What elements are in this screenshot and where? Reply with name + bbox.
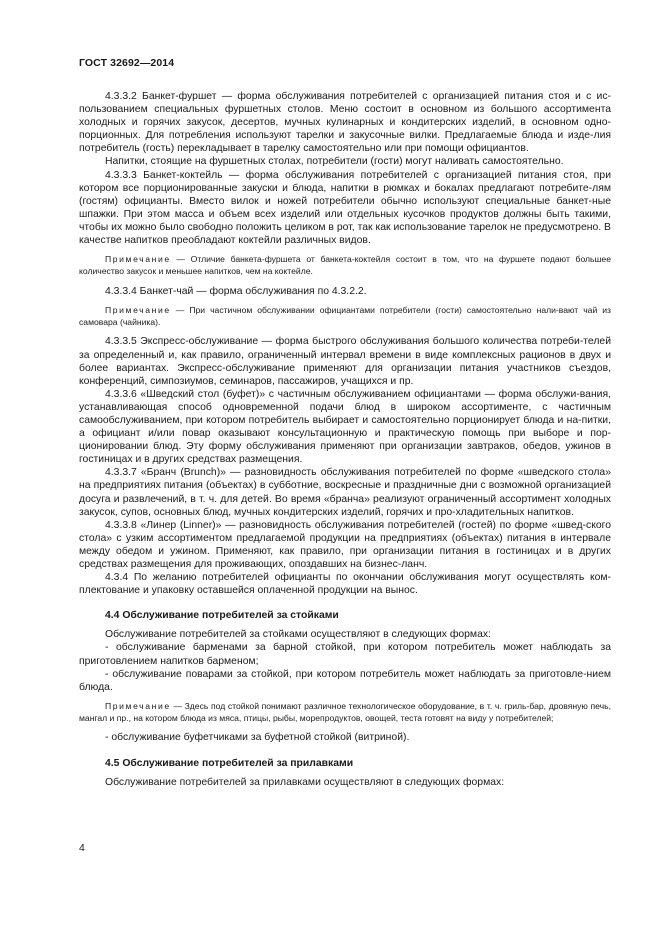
paragraph-4-3-3-5: 4.3.3.5 Экспресс-обслуживание — форма быстрого обслуживания большого количества потреби-телей за определенный и, как правило, ограниченный интервал времени в виде комплексных рационов в двух и более вариантах. Экспресс-обслуживание применяют для организации питания участников съездов, конференций, симпозиумов, семинаров, пассажиров, учащихся и пр. — [79, 336, 611, 387]
note-text: — Здесь под стойкой понимают различное технологическое оборудование, в т. ч. гриль-бар, дровяную печь, мангал и пр., на котором блюда из мяса, птицы, рыбы, морепродуктов, овощей, теста готовят на виду у потребителей; — [79, 700, 611, 723]
section-heading-4-4: 4.4 Обслуживание потребителей за стойками — [105, 610, 339, 622]
note-label: Примечание — [105, 304, 171, 315]
paragraph-4-3-3-6: 4.3.3.6 «Шведский стол (буфет)» с частичным обслуживанием официантами — форма обслужи-вания, устанавливающая способ одновременной подачи блюд в широком ассортименте, с частичным самообслуживанием, при котором потребитель выбирает и самостоятельно порционирует блюда и на-питки, а официант и/или повар оказывают консультационную и практическую помощь при выборе и пор-ционировании блюд. Эту форму обслуживания применяют при организации завтраков, обедов, ужинов в гостиницах и в других средствах размещения. — [79, 388, 611, 466]
paragraph-4-3-3-3: 4.3.3.3 Банкет-коктейль — форма обслуживания потребителей с организацией питания стоя, при котором все порционированные закуски и блюда, напитки в рюмках и бокалах предлагают потребите-лям (гостям) официанты. Вместо вилок и ножей потребители обычно используют специальные банкет-ные шпажки. При этом масса и объем всех изделий или отдельных кусочков продуктов должны быть такими, чтобы их можно было свободно положить целиком в рот, так как использование тарелок не предусмотрено. В качестве напитков преобладают коктейли различных видов. — [79, 169, 611, 247]
paragraph-4-3-3-2: 4.3.3.2 Банкет-фуршет — форма обслуживания потребителей с организацией питания стоя и с ис-пользованием специальных фуршетных столов. Меню состоит в основном из большого ассортимента холодных и горячих закусок, десертов, мучных кулинарных и кондитерских изделий, в основном одно-порционных. Для потребления используют тарелки и закусочные вилки. Предлагаемые блюда и изде-лия потребитель (гость) перекладывает в тарелку самостоятельно или при помощи официантов. — [79, 91, 611, 155]
list-item: - обслуживание поварами за стойкой, при котором потребитель может наблюдать за приготовле-нием блюда. — [79, 668, 611, 693]
note-tea — [79, 305, 611, 329]
note-label: Примечание — [105, 700, 171, 711]
note-text: — При частичном обслуживании официантами потребители (гости) самостоятельно нали-вают чай из самовара (чайника). — [79, 304, 611, 327]
note-cocktail — [79, 254, 611, 278]
paragraph-4-3-3-7: 4.3.3.7 «Бранч (Brunch)» — разновидность обслуживания потребителей по форме «шведского стола» на предприятиях питания (объектах) в субботние, воскресные и праздничные дни с возможной организацией досуга и развлечений, в т. ч. для детей. Во время «бранча» реализуют ограниченный ассортимент холодных закусок, супов, основных блюд, мучных кондитерских изделий, горячих и про-хладительных напитков. — [79, 467, 611, 518]
paragraph-4-3-3-4: 4.3.3.4 Банкет-чай — форма обслуживания по 4.3.2.2. — [105, 285, 367, 297]
section-heading-4-5: 4.5 Обслуживание потребителей за прилавками — [105, 757, 354, 769]
section-4-4-intro: Обслуживание потребителей за стойками осуществляют в следующих формах: — [105, 629, 491, 641]
document-body — [79, 90, 611, 789]
list-item: - обслуживание барменами за барной стойкой, при котором потребитель может наблюдать за приготовлением напитков барменом; — [79, 642, 611, 667]
paragraph-4-3-4: 4.3.4 По желанию потребителей официанты по окончании обслуживания могут осуществлять ком-плектование и упаковку оставшейся оплаченной продукции на вынос. — [79, 572, 611, 597]
note-label: Примечание — [105, 254, 171, 265]
note-counter — [79, 701, 611, 725]
list-item: - обслуживание буфетчиками за буфетной стойкой (витриной). — [105, 732, 410, 744]
page-number: 4 — [79, 843, 85, 854]
note-text: — Отличие банкета-фуршета от банкета-коктейля состоит в том, что на фуршете подают большее количество закусок и меньшее напитков, чем на коктейле. — [79, 254, 611, 276]
section-4-5-intro: Обслуживание потребителей за прилавками осуществляют в следующих формах: — [105, 776, 505, 788]
paragraph-4-3-3-8: 4.3.3.8 «Линер (Linner)» — разновидность обслуживания потребителей (гостей) по форме «швед-ского стола» с узким ассортиментом предлагаемой продукции на предприятиях (объектах) питания в интервале между обедом и ужином. Применяют, как правило, при организации питания в гостиницах и в других средствах размещения для проживающих, опоздавших на бизнес-ланч. — [79, 519, 611, 570]
paragraph-drinks: Напитки, стоящие на фуршетных столах, потребители (гости) могут наливать самостоятельно. — [105, 156, 564, 168]
document-header: ГОСТ 32692—2014 — [79, 57, 175, 69]
